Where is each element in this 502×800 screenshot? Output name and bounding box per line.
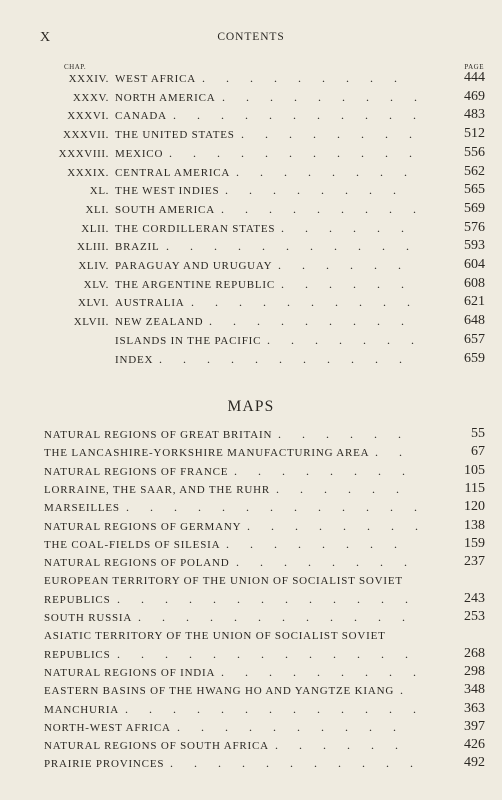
page-ref: 348: [464, 682, 485, 698]
contents-entry: [0, 70, 502, 88]
dot-leader: ........: [236, 164, 428, 179]
map-entry: [0, 664, 502, 682]
entry-title: WEST AFRICA: [115, 73, 197, 85]
dot-leader: ........: [226, 536, 418, 551]
entry-title: THE WEST INDIES: [115, 185, 220, 198]
dot-leader: ......: [276, 481, 420, 496]
map-entry: [0, 426, 502, 444]
entry-title: PRAIRIE PROVINCES: [44, 758, 165, 771]
dot-leader: .........: [209, 314, 425, 329]
entry-title: PARAGUAY AND URUGUAY: [115, 260, 273, 272]
chapter-column-header: CHAP.: [64, 63, 87, 71]
contents-entry: [0, 201, 502, 219]
page-ref: 138: [464, 517, 485, 533]
chapter-number: XXXVIII.: [58, 147, 109, 160]
entry-title: NATURAL REGIONS OF POLAND: [44, 557, 230, 570]
contents-entry: [0, 182, 502, 200]
dot-leader: ......: [278, 258, 422, 272]
entry-title: NATURAL REGIONS OF GREAT BRITAIN: [44, 429, 273, 441]
page-ref: 237: [464, 554, 485, 570]
chapter-number: XLVI.: [77, 297, 109, 310]
page-ref: 565: [464, 182, 485, 198]
dot-leader: ........: [236, 555, 428, 570]
entry-title: AUSTRALIA: [115, 297, 185, 310]
entry-title: REPUBLICS: [44, 648, 111, 661]
dot-leader: ...........: [170, 756, 434, 771]
page-ref: 648: [464, 313, 485, 329]
entry-title: NORTH-WEST AFRICA: [44, 721, 171, 734]
page-ref: 562: [464, 163, 485, 179]
contents-entry: [0, 107, 502, 125]
chapter-number: XLV.: [83, 278, 109, 291]
page-ref: 576: [464, 219, 485, 235]
page-ref: 253: [464, 609, 485, 624]
entry-title: SOUTH RUSSIA: [44, 612, 133, 624]
contents-entry: [0, 313, 502, 331]
map-entry: [0, 737, 502, 755]
dot-leader: ..........: [177, 719, 417, 734]
dot-leader: ......: [281, 276, 425, 291]
page-ref: 120: [464, 499, 485, 515]
dot-leader: ......: [278, 427, 422, 441]
page-column-header: PAGE: [464, 63, 484, 71]
map-entry: [0, 536, 502, 554]
map-entry: [0, 499, 502, 517]
entry-title: ISLANDS IN THE PACIFIC: [115, 334, 262, 347]
entry-title: THE CORDILLERAN STATES: [115, 222, 276, 235]
page-ref: 105: [464, 462, 485, 478]
entry-title: CENTRAL AMERICA: [115, 166, 231, 179]
page-ref: 469: [464, 88, 485, 104]
page-ref: 621: [464, 294, 485, 310]
map-entry: [0, 518, 502, 536]
dot-leader: .........: [222, 89, 438, 104]
page-title: CONTENTS: [217, 31, 285, 43]
contents-entry: [0, 238, 502, 256]
chapter-number: XL.: [89, 185, 109, 198]
dot-leader: ...........: [166, 239, 430, 254]
entry-title: NEW ZEALAND: [115, 316, 204, 329]
page-header: [0, 30, 502, 46]
map-entry: [0, 701, 502, 719]
contents-entry: [0, 145, 502, 163]
map-entry: [0, 755, 502, 773]
page-ref: 659: [464, 350, 485, 366]
entry-title: MANCHURIA: [44, 703, 120, 716]
contents-entry: [0, 332, 502, 350]
entry-title: ASIATIC TERRITORY OF THE UNION OF SOCIALIST SOVIET: [44, 630, 386, 643]
page-ref: 243: [464, 590, 485, 606]
dot-leader: .......: [267, 332, 435, 347]
dot-leader: ...........: [173, 108, 437, 123]
page-ref: 483: [464, 107, 485, 123]
page-ref: 569: [464, 200, 485, 216]
map-entry: [0, 554, 502, 572]
dot-leader: ......: [281, 220, 425, 235]
contents-entry: [0, 257, 502, 275]
chapter-number: XLI.: [85, 203, 109, 216]
dot-leader: .............: [117, 646, 429, 661]
page-ref: 67: [471, 444, 485, 460]
contents-entry: [0, 220, 502, 238]
page-ref: 426: [464, 737, 485, 753]
contents-entry: [0, 126, 502, 144]
entry-title: THE COAL-FIELDS OF SILESIA: [44, 538, 221, 551]
map-entry: [0, 627, 502, 645]
page-ref: 604: [464, 257, 485, 272]
entry-title: EUROPEAN TERRITORY OF THE UNION OF SOCIALIST SOVIET: [44, 575, 403, 588]
chapter-number: XXXIV.: [68, 73, 109, 85]
dot-leader: ........: [241, 127, 433, 142]
dot-leader: ...........: [169, 145, 433, 160]
page-ref: 608: [464, 275, 485, 291]
map-entry: [0, 591, 502, 609]
dot-leader: .............: [117, 591, 429, 606]
chapter-number: XXXVI.: [67, 110, 109, 123]
page-ref: 298: [464, 663, 485, 679]
page-ref: 268: [464, 645, 485, 661]
map-entry: [0, 682, 502, 700]
dot-leader: ........: [234, 463, 426, 478]
dot-leader: .............: [126, 500, 438, 515]
entry-title: MEXICO: [115, 147, 164, 160]
map-entry: [0, 646, 502, 664]
entry-title: CANADA: [115, 110, 167, 123]
page-ref: 397: [464, 718, 485, 734]
dot-leader: ............: [138, 610, 426, 624]
page-ref: 657: [464, 331, 485, 347]
dot-leader: ........: [225, 183, 417, 198]
contents-entry: [0, 351, 502, 369]
contents-entry: [0, 164, 502, 182]
page-ref: 159: [464, 535, 485, 551]
entry-title: LORRAINE, THE SAAR, AND THE RUHR: [44, 483, 270, 496]
contents-entry: [0, 276, 502, 294]
entry-title: THE UNITED STATES: [115, 129, 235, 142]
map-entry: [0, 572, 502, 590]
dot-leader: ..: [375, 445, 423, 460]
dot-leader: ........: [247, 518, 439, 533]
entry-title: NATURAL REGIONS OF GERMANY: [44, 520, 242, 533]
entry-title: MARSEILLES: [44, 502, 120, 515]
maps-heading: MAPS: [227, 398, 275, 415]
entry-title: NATURAL REGIONS OF INDIA: [44, 666, 216, 679]
map-entry: [0, 719, 502, 737]
chapter-number: XXXVII.: [62, 129, 109, 142]
page-ref: 115: [464, 480, 485, 496]
chapter-number: XLIII.: [76, 241, 109, 254]
map-entry: [0, 463, 502, 481]
entry-title: SOUTH AMERICA: [115, 203, 215, 216]
dot-leader: .........: [221, 664, 437, 679]
map-entry: [0, 609, 502, 627]
page-ref: 492: [464, 755, 485, 771]
dot-leader: .............: [125, 701, 437, 716]
entry-title: REPUBLICS: [44, 593, 111, 606]
dot-leader: ......: [275, 738, 419, 753]
chapter-number: XLIV.: [78, 260, 109, 272]
contents-entry: [0, 89, 502, 107]
page-ref: 556: [464, 144, 485, 160]
map-entry: [0, 444, 502, 462]
dot-leader: .........: [221, 201, 437, 216]
entry-title: THE LANCASHIRE-YORKSHIRE MANUFACTURING AREA: [44, 447, 370, 460]
entry-title: BRAZIL: [115, 241, 160, 254]
dot-leader: ...........: [159, 351, 423, 366]
entry-title: NATURAL REGIONS OF SOUTH AFRICA: [44, 740, 269, 753]
chapter-number: XLII.: [81, 222, 109, 235]
page-ref: 444: [464, 70, 485, 85]
page-ref: 593: [464, 238, 485, 254]
entry-title: THE ARGENTINE REPUBLIC: [115, 278, 275, 291]
entry-title: INDEX: [115, 353, 154, 366]
page-ref: 55: [471, 426, 485, 441]
contents-entry: [0, 294, 502, 312]
dot-leader: .: [400, 683, 424, 698]
dot-leader: ..........: [191, 295, 431, 310]
entry-title: NATURAL REGIONS OF FRANCE: [44, 465, 229, 478]
page-ref: 512: [464, 126, 485, 142]
entry-title: NORTH AMERICA: [115, 91, 216, 104]
entry-title: EASTERN BASINS OF THE HWANG HO AND YANGTZE KIANG: [44, 685, 395, 698]
chapter-number: XXXIX.: [67, 166, 109, 179]
page-ref: 363: [464, 700, 485, 716]
chapter-number: XLVII.: [73, 316, 109, 329]
dot-leader: .........: [202, 71, 418, 85]
chapter-number: XXXV.: [72, 91, 109, 104]
page-number: X: [40, 30, 51, 45]
map-entry: [0, 481, 502, 499]
